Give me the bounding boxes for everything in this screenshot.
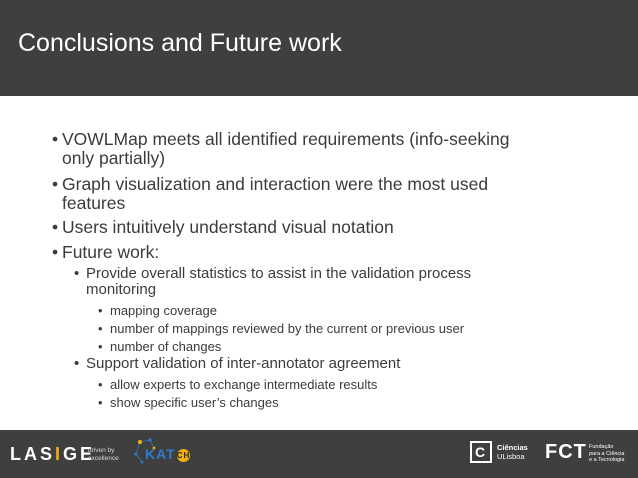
- bullet-number-of-changes: [98, 338, 221, 355]
- bullet-marker: •: [74, 355, 80, 372]
- bullet-exchange-results: [98, 376, 377, 393]
- bullet-marker: •: [52, 129, 59, 149]
- katch-logo-text: KAT: [145, 446, 176, 462]
- katch-logo: [145, 446, 190, 462]
- lasige-logo: [10, 444, 95, 465]
- bullet-inter-annotator: [74, 356, 400, 372]
- bullet-text: show specific user’s changes: [110, 395, 279, 410]
- bullet-marker: •: [98, 395, 103, 410]
- bullet-text: Future work:: [62, 242, 160, 262]
- bullet-marker: •: [98, 303, 103, 318]
- lasige-logo-accent: I: [55, 444, 64, 464]
- bullet-visual-notation: [52, 218, 394, 237]
- bullet-text: VOWLMap meets all identified requirements (info-seeking: [62, 129, 510, 149]
- slide-title: Conclusions and Future work: [18, 29, 342, 57]
- bullet-user-changes: [98, 394, 279, 411]
- bullet-text: Graph visualization and interaction were the most used: [62, 174, 489, 194]
- lasige-tagline: [88, 447, 119, 463]
- ciencias-sub: ULisboa: [497, 452, 525, 461]
- bullet-text-cont: only partially): [62, 148, 166, 168]
- tagline-line: excellence: [88, 455, 119, 462]
- bullet-requirements: [52, 130, 509, 168]
- bullet-marker: •: [98, 339, 103, 354]
- bullet-mappings-reviewed: [98, 320, 464, 337]
- bullet-marker: •: [52, 217, 59, 237]
- bullet-text: mapping coverage: [110, 303, 217, 318]
- bullet-text-cont: monitoring: [86, 281, 157, 298]
- fct-tagline-line: e a Tecnologia: [589, 457, 625, 463]
- fct-logo: FCT: [545, 441, 587, 463]
- bullet-text-cont: features: [62, 193, 126, 213]
- bullet-marker: •: [52, 174, 59, 194]
- bullet-text: Support validation of inter-annotator agreement: [86, 355, 401, 372]
- tagline-line: driven by: [88, 447, 115, 454]
- bullet-text: Provide overall statistics to assist in the validation process: [86, 265, 472, 282]
- bullet-mapping-coverage: [98, 302, 217, 319]
- bullet-marker: •: [52, 242, 59, 262]
- fct-tagline-line: Fundação: [589, 444, 614, 450]
- bullet-marker: •: [98, 377, 103, 392]
- lasige-logo-part: GE: [63, 444, 96, 464]
- bullet-marker: •: [74, 265, 80, 282]
- fct-tagline-line: para a Ciência: [589, 450, 625, 457]
- bullet-statistics: [74, 266, 471, 298]
- bullet-text: number of changes: [110, 339, 222, 354]
- fct-tagline: [589, 444, 624, 464]
- footer-bar: [0, 430, 638, 478]
- bullet-text: Users intuitively understand visual notation: [62, 217, 394, 237]
- ciencias-logo-icon: C: [470, 441, 492, 463]
- ciencias-logo: [497, 443, 528, 461]
- lasige-logo-part: LAS: [10, 444, 55, 464]
- ciencias-name: Ciências: [497, 443, 528, 452]
- bullet-text: number of mappings reviewed by the current or previous user: [110, 321, 465, 336]
- bullet-future-work: [52, 243, 159, 262]
- bullet-text: allow experts to exchange intermediate results: [110, 377, 378, 392]
- katch-logo-badge: CH: [176, 450, 191, 460]
- bullet-marker: •: [98, 321, 103, 336]
- bullet-graph-visualization: [52, 175, 488, 213]
